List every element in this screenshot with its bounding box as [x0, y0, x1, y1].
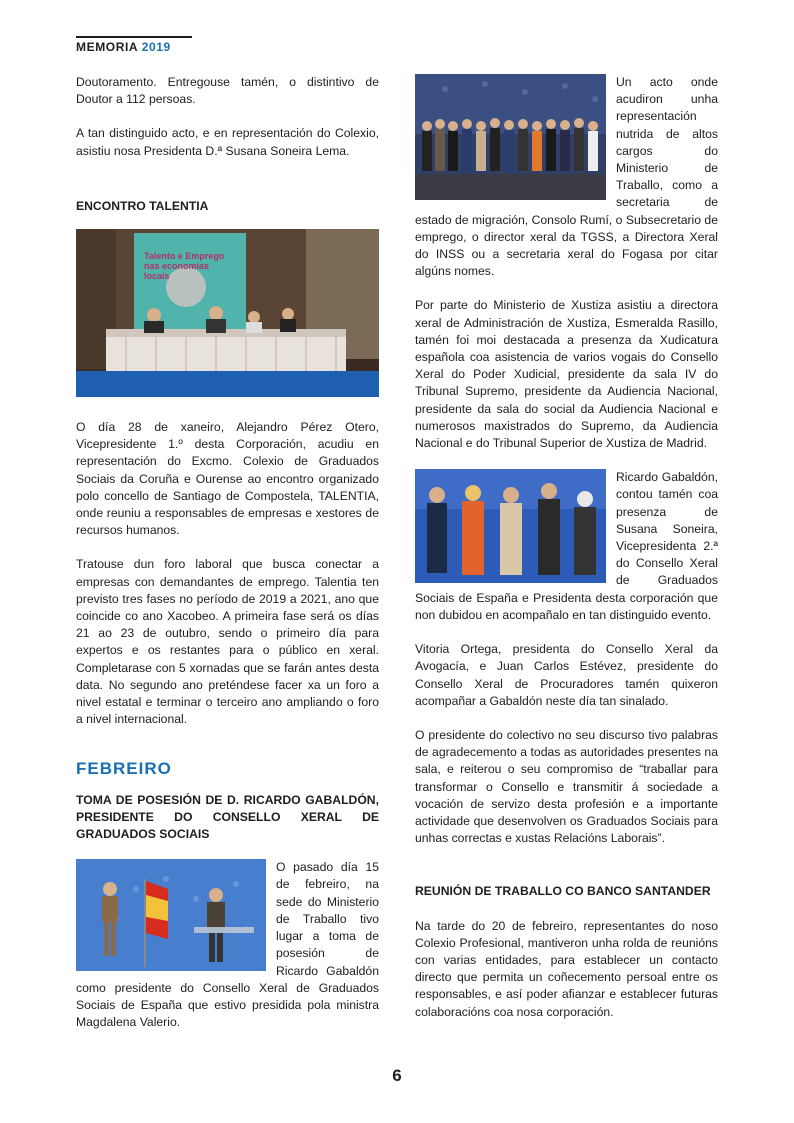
- page-number: 6: [392, 1066, 402, 1085]
- section-title-banco-santander: REUNIÓN DE TRABALLO CO BANCO SANTANDER: [415, 884, 711, 899]
- page-header: [76, 40, 171, 54]
- paragraph: Ricardo Gabaldón, contou tamén coa presenza de Susana Soneira, Vicepresidenta 2.ª do Consello Xeral de Graduados Sociais de España e Presidenta desta corporación que non dubidou en acompañalo en tan distinguido evento.: [415, 470, 718, 622]
- header-title: MEMORIA: [76, 40, 138, 54]
- paragraph: Vitoria Ortega, presidenta do Consello Xeral da Avogacía, e Juan Carlos Estévez, presidente do Consello Xeral de Procuradores tamén quixeron acompañar a Gabaldón neste día tan sinalado.: [415, 642, 718, 708]
- photo-banner-text: Talento e Emprego nas economías locais: [144, 251, 225, 282]
- header-rule: [76, 36, 192, 38]
- section-title-toma-posesion: TOMA DE POSESIÓN DE D. RICARDO GABALDÓN, PRESIDENTE DO CONSELLO XERAL DE GRADUADOS SOCIAIS: [76, 792, 379, 842]
- paragraph: O presidente do colectivo no seu discurso tivo palabras de agradecemento a todas as autoridades presentes na sala, e reiterou o seu compromiso de “traballar para transformar o Consello e transmitir á sociedade a vocación de servizo desta profesión e a importante actividade que desenvolven os Graduados Sociais para unhas correctas e xustas Relacións Laborais”.: [415, 727, 718, 846]
- paragraph: Doutoramento. Entregouse tamén, o distintivo de Doutor a 112 persoas.: [76, 75, 379, 107]
- section-title-talentia: ENCONTRO TALENTIA: [76, 198, 209, 213]
- paragraph: Por parte do Ministerio de Xustiza asistiu a directora xeral de Administración de Xustiza, Esmeralda Rasillo, tamén foi moi destacada a presenza da Xudicatura española coa asistencia de varios vogais do Consello Xeral do Poder Xudicial, presidente da sala IV do Tribunal Supremo, presidente da Audiencia Nacional, presidente da sala do social da Audiencia Nacional e numerosos maxistrados do Supremo, da Audiencia Nacional e do Tribunal Superior de Xustiza de Madrid.: [415, 298, 718, 451]
- header-year: 2019: [141, 40, 171, 54]
- paragraph: A tan distinguido acto, e en representación do Colexio, asistiu nosa Presidenta D.ª Susana Soneira Lema.: [76, 126, 379, 158]
- toma-posesion-photo: [76, 859, 266, 971]
- talentia-photo: [76, 229, 379, 397]
- group-photo: [415, 74, 606, 200]
- gabaldon-soneira-photo: [415, 469, 606, 583]
- right-column: [415, 74, 718, 1021]
- paragraph: O día 28 de xaneiro, Alejandro Pérez Otero, Vicepresidente 1.º desta Corporación, acudiu en representación do Excmo. Colexio de Graduados Sociais da Coruña e Ourense ao encontro organizado polo concello de Santiago de Compostela, TALENTIA, onde reuniu a responsables de empresas e xestores de recursos humanos.: [76, 420, 379, 538]
- month-heading: FEBREIRO: [76, 759, 172, 779]
- paragraph: Na tarde do 20 de febreiro, representantes do noso Colexio Profesional, mantiveron unha rolda de reunións con varias entidades, para establecer un contacto directo que permita un coñecemento persoal entre os responsables, e así poder afianzar e establecer futuras colaboracións coa nosa corporación.: [415, 918, 718, 1019]
- paragraph: O pasado día 15 de febreiro, na sede do Ministerio de Traballo tivo lugar a toma de posesión de Ricardo Gabaldón como presidente do Consello Xeral de Graduados Sociais de España que estivo presidida pola ministra Magdalena Valerio.: [76, 860, 379, 1030]
- paragraph: Un acto onde acudiron unha representación nutrida de altos cargos do Ministerio de Traballo, como a secretaria de estado de migración, Consolo Rumí, o Subsecretario de emprego, o director xeral da TGSS, a Directora Xeral do INSS ou a secretaria xeral do Fogasa por citar algúns nomes.: [415, 75, 718, 279]
- left-column: [76, 74, 379, 1031]
- paragraph: Tratouse dun foro laboral que busca conectar a empresas con demandantes de emprego. Talentia ten previsto tres fases no período de 2019 a 2021, ano que coincide co ano Xacobeo. A primeira fase será os días 21 ao 23 de outubro, sendo o primeiro día para expertos e os restantes para o público en xeral. Completarase con 5 xornadas que se farán antes desta data. No segundo ano preténdese facer xa un foro a nivel estatal e terminar o terceiro ano ampliando o foro a nivel internacional.: [76, 557, 379, 727]
